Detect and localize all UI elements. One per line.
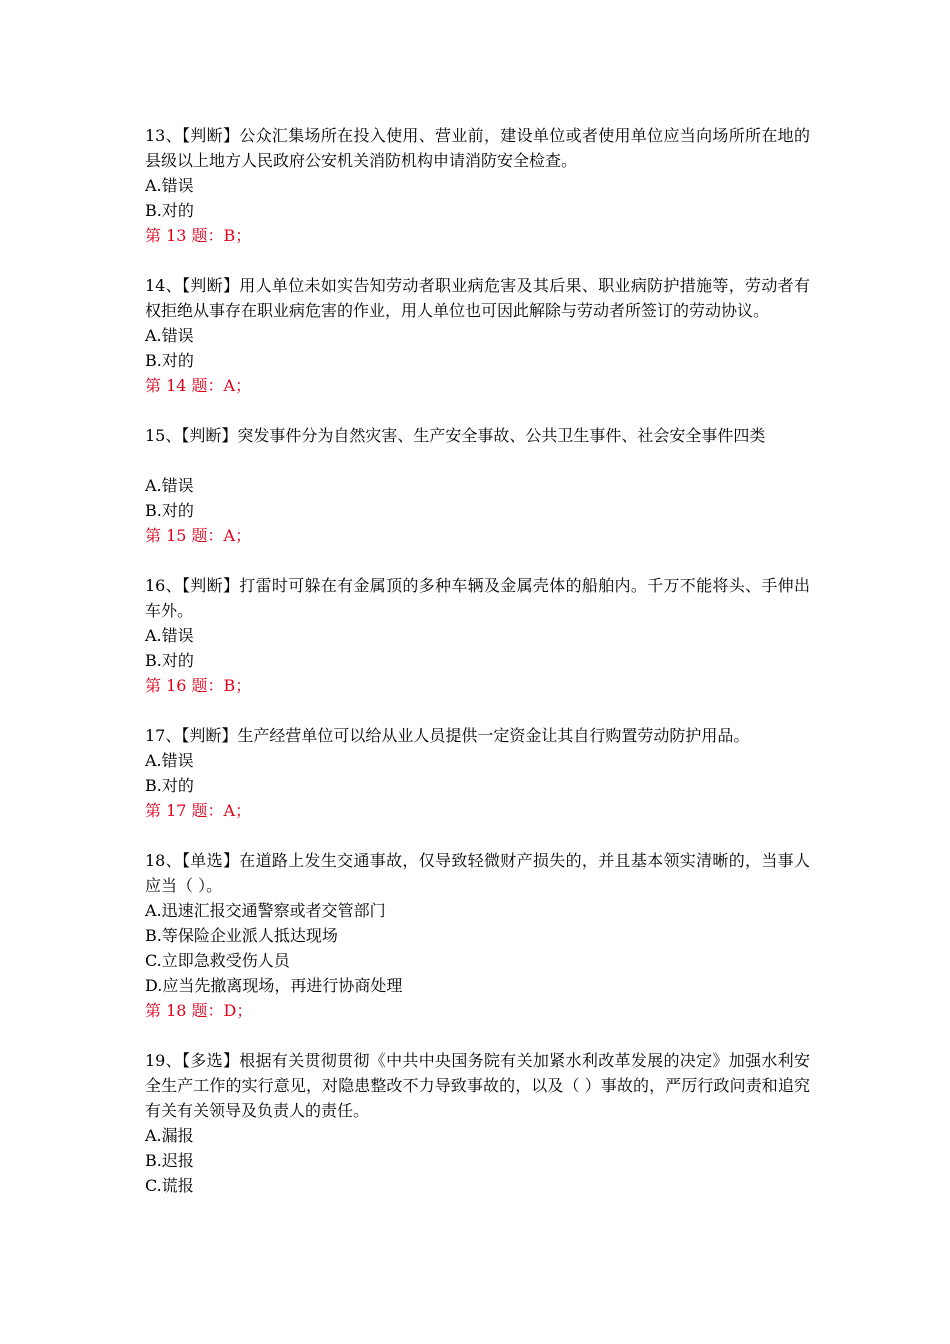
answer-line: 第 14 题：A；	[145, 376, 252, 395]
option-d: D.应当先撤离现场，再进行协商处理	[145, 976, 403, 995]
option-a: A.错误	[145, 476, 194, 495]
question-stem: 14、【判断】用人单位未如实告知劳动者职业病危害及其后果、职业病防护措施等，劳动者有权拒绝从事存在职业病危害的作业，用人单位也可因此解除与劳动者所签订的劳动协议。	[145, 276, 810, 320]
option-c: C.谎报	[145, 1176, 194, 1195]
question-14	[145, 273, 810, 398]
answer-line: 第 15 题：A；	[145, 526, 252, 545]
question-17	[145, 723, 810, 823]
option-b: B.对的	[145, 501, 194, 520]
question-19	[145, 1048, 810, 1198]
option-b: B.迟报	[145, 1151, 194, 1170]
option-c: C.立即急救受伤人员	[145, 951, 290, 970]
option-a: A.错误	[145, 176, 194, 195]
option-b: B.对的	[145, 776, 194, 795]
question-stem: 17、【判断】生产经营单位可以给从业人员提供一定资金让其自行购置劳动防护用品。	[145, 726, 750, 745]
option-a: A.错误	[145, 626, 194, 645]
question-18	[145, 848, 810, 1023]
question-16	[145, 573, 810, 698]
option-b: B.对的	[145, 651, 194, 670]
option-b: B.对的	[145, 201, 194, 220]
answer-line: 第 16 题：B；	[145, 676, 252, 695]
document-page	[145, 123, 810, 1223]
option-b: B.等保险企业派人抵达现场	[145, 926, 338, 945]
option-a: A.错误	[145, 326, 194, 345]
question-13	[145, 123, 810, 248]
answer-line: 第 18 题：D；	[145, 1001, 253, 1020]
question-15	[145, 423, 810, 548]
answer-line: 第 17 题：A；	[145, 801, 252, 820]
question-stem: 19、【多选】根据有关贯彻贯彻《中共中央国务院有关加紧水利改革发展的决定》加强水利安全生产工作的实行意见，对隐患整改不力导致事故的，以及（ ）事故的，严厉行政问责和追究有关有关领导及负责人的责任。	[145, 1051, 810, 1120]
question-stem: 13、【判断】公众汇集场所在投入使用、营业前，建设单位或者使用单位应当向场所所在地的县级以上地方人民政府公安机关消防机构申请消防安全检查。	[145, 126, 810, 170]
question-stem: 15、【判断】突发事件分为自然灾害、生产安全事故、公共卫生事件、社会安全事件四类	[145, 426, 766, 445]
option-a: A.迅速汇报交通警察或者交管部门	[145, 901, 386, 920]
answer-line: 第 13 题：B；	[145, 226, 252, 245]
question-stem: 18、【单选】在道路上发生交通事故，仅导致轻微财产损失的，并且基本领实清晰的，当事人应当（ ）。	[145, 851, 810, 895]
option-b: B.对的	[145, 351, 194, 370]
option-a: A.错误	[145, 751, 194, 770]
question-stem: 16、【判断】打雷时可躲在有金属顶的多种车辆及金属壳体的船舶内。千万不能将头、手伸出车外。	[145, 576, 810, 620]
option-a: A.漏报	[145, 1126, 194, 1145]
